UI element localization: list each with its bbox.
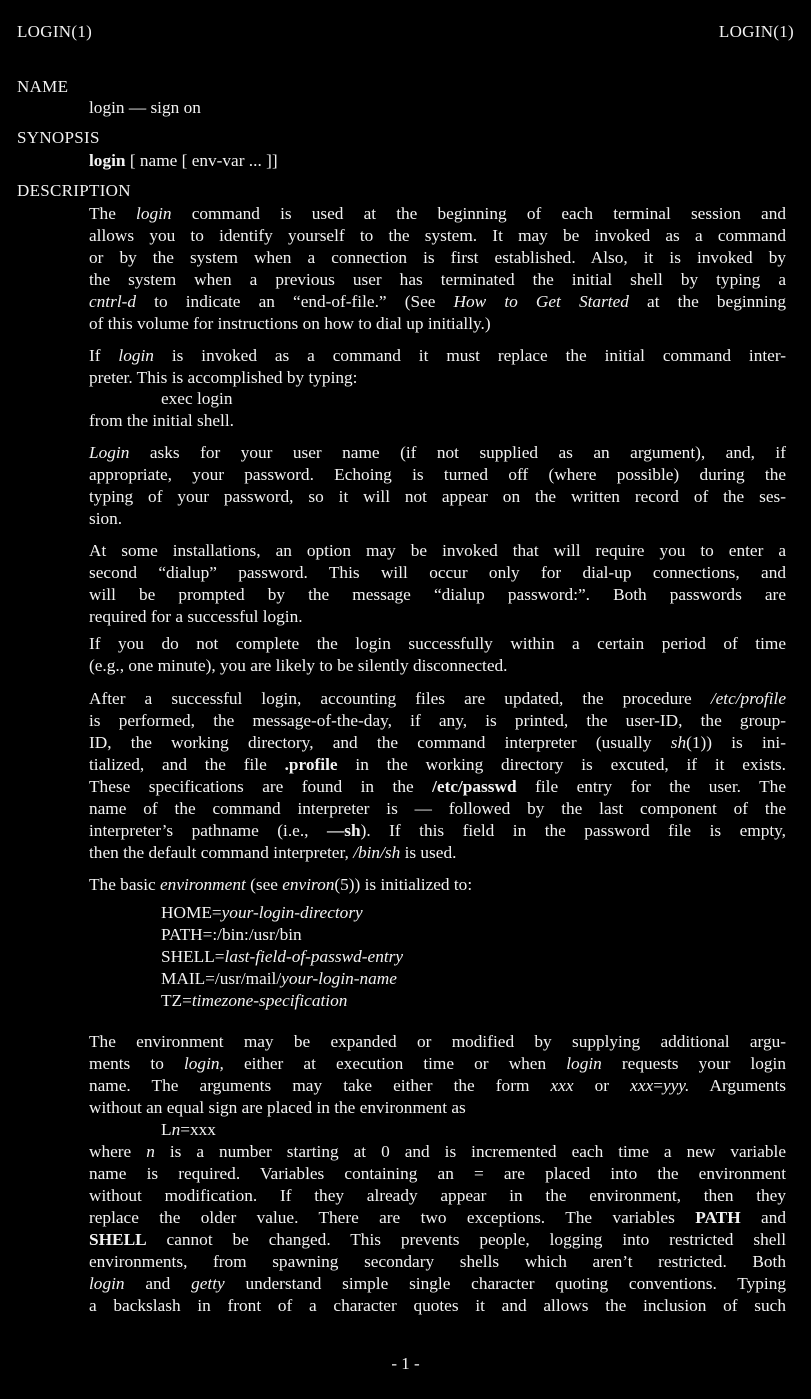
text-run: asks for your user name (if not supplied as an argument), and, if — [129, 443, 786, 462]
text-run: = — [653, 1076, 663, 1095]
italic-term: login — [566, 1054, 602, 1073]
text-line — [89, 269, 786, 291]
text-run: name. The arguments may take either the form — [89, 1076, 551, 1095]
text-run: at the beginning — [628, 292, 787, 311]
text-line — [89, 410, 786, 432]
text-line — [89, 842, 786, 864]
text-line — [89, 247, 786, 269]
text-run: appropriate, your password. Echoing is turned off (where possible) during the — [89, 465, 786, 484]
text-line — [89, 874, 786, 896]
text-line — [89, 1031, 786, 1053]
text-run: either at execution time or when — [223, 1054, 567, 1073]
italic-term: environ — [282, 875, 335, 894]
text-line — [89, 442, 786, 464]
text-run: name of the command interpreter is — followed by the last component of the — [89, 799, 786, 818]
text-line — [89, 464, 786, 486]
text-line — [89, 540, 786, 562]
text-run: name is required. Variables containing an = are placed into the environment — [89, 1164, 786, 1183]
text-line — [89, 1207, 786, 1229]
text-run: understand simple single character quoting conventions. Typing — [224, 1274, 786, 1293]
text-line — [89, 1097, 786, 1119]
text-line — [89, 606, 786, 628]
text-line — [89, 1053, 786, 1075]
text-run: (see — [245, 875, 283, 894]
text-line — [89, 1251, 786, 1273]
text-line — [89, 776, 786, 798]
text-run: required for a successful login. — [89, 607, 303, 626]
italic-term: login — [136, 204, 172, 223]
italic-term: xxx — [630, 1076, 654, 1095]
text-run: will be prompted by the message “dialup password:”. Both passwords are — [89, 585, 786, 604]
italic-term: /bin/sh — [353, 843, 401, 862]
section-heading-synopsis: SYNOPSIS — [17, 128, 100, 147]
italic-term: timezone-specification — [191, 991, 348, 1010]
text-line — [89, 1229, 786, 1251]
text-run: without an equal sign are placed in the environment as — [89, 1098, 466, 1117]
text-run: typing of your password, so it will not appear on the written record of the ses- — [89, 487, 786, 506]
italic-term: n — [146, 1142, 155, 1161]
text-line — [89, 1141, 786, 1163]
page-number: - 1 - — [391, 1354, 420, 1373]
text-run: Arguments — [689, 1076, 786, 1095]
text-line — [161, 902, 363, 924]
text-run: L — [161, 1120, 172, 1139]
text-run: (5)) is initialized to: — [334, 875, 473, 894]
synopsis-args: [ name [ env-var ... ]] — [125, 151, 278, 170]
text-run: or — [573, 1076, 631, 1095]
text-run: a backslash in front of a character quotes it and allows the inclusion of such — [89, 1296, 786, 1315]
text-run: interpreter’s pathname (i.e., — [89, 821, 327, 840]
text-run: =xxx — [180, 1120, 216, 1139]
page-header-left: LOGIN(1) — [17, 22, 93, 41]
section-heading-description: DESCRIPTION — [17, 181, 131, 200]
italic-term: environment — [160, 875, 246, 894]
italic-term: yyy. — [662, 1076, 690, 1095]
bold-term: /etc/passwd — [432, 777, 517, 796]
text-run: the system when a previous user has terminated the initial shell by typing a — [89, 270, 786, 289]
text-run: and — [124, 1274, 192, 1293]
text-run: SHELL= — [161, 947, 225, 966]
text-line — [89, 225, 786, 247]
text-line — [161, 968, 397, 990]
text-line — [89, 710, 786, 732]
bold-term: PATH — [695, 1208, 741, 1227]
text-run: sion. — [89, 509, 123, 528]
name-line: login — sign on — [89, 98, 201, 117]
italic-term: login — [89, 1274, 125, 1293]
text-line — [161, 946, 403, 968]
text-line — [161, 990, 347, 1012]
section-heading-name: NAME — [17, 77, 69, 96]
text-run: cannot be changed. This prevents people, logging into restricted shell — [146, 1230, 786, 1249]
synopsis-command: login — [89, 151, 126, 170]
text-line — [89, 1075, 786, 1097]
text-run: TZ= — [161, 991, 192, 1010]
text-run: of this volume for instructions on how to dial up initially.) — [89, 314, 491, 333]
italic-term: getty — [191, 1274, 225, 1293]
text-line — [89, 291, 786, 313]
text-run: is a number starting at 0 and is incremented each time a new variable — [154, 1142, 786, 1161]
text-run: The basic — [89, 875, 161, 894]
text-run: requests your login — [601, 1054, 786, 1073]
text-run: allows you to identify yourself to the system. It may be invoked as a command — [89, 226, 786, 245]
text-run: At some installations, an option may be invoked that will require you to enter a — [89, 541, 786, 560]
italic-term: last-field-of-passwd-entry — [224, 947, 404, 966]
text-line — [89, 1295, 786, 1317]
text-run: If you do not complete the login successfully within a certain period of time — [89, 634, 786, 653]
text-run: These specifications are found in the — [89, 777, 433, 796]
italic-term: sh — [670, 733, 687, 752]
text-line — [89, 367, 786, 389]
text-run: ments to — [89, 1054, 184, 1073]
text-run: and — [740, 1208, 786, 1227]
italic-term: Login — [89, 443, 130, 462]
text-run: in the working directory is excuted, if it exists. — [337, 755, 786, 774]
text-line — [89, 584, 786, 606]
page-header-right: LOGIN(1) — [718, 22, 794, 41]
italic-term: your-login-directory — [221, 903, 363, 922]
italic-term: your-login-name — [281, 969, 397, 988]
text-line — [89, 203, 786, 225]
text-run: environments, from spawning secondary shells which aren’t restricted. Both — [89, 1252, 786, 1271]
text-run: then the default command interpreter, — [89, 843, 354, 862]
text-run: PATH=:/bin:/usr/bin — [161, 925, 302, 944]
text-line — [89, 754, 786, 776]
text-line — [89, 798, 786, 820]
text-run: is invoked as a command it must replace the initial command inter- — [153, 346, 786, 365]
text-line — [161, 388, 233, 410]
text-run: replace the older value. There are two exceptions. The variables — [89, 1208, 696, 1227]
italic-term: cntrl-d — [89, 292, 137, 311]
italic-term: /etc/profile — [710, 689, 786, 708]
italic-term: How to Get Started — [453, 292, 629, 311]
text-run: exec login — [161, 389, 233, 408]
text-line — [89, 1185, 786, 1207]
text-run: or by the system when a connection is first established. Also, it is invoked by — [89, 248, 786, 267]
text-line — [89, 1163, 786, 1185]
italic-term: login — [118, 346, 154, 365]
text-line — [161, 1119, 216, 1141]
text-run: is performed, the message-of-the-day, if any, is printed, the user-ID, the group- — [89, 711, 786, 730]
text-run: ). If this field in the password file is empty, — [360, 821, 786, 840]
text-run: from the initial shell. — [89, 411, 234, 430]
text-line — [161, 924, 302, 946]
text-line — [89, 820, 786, 842]
text-run: MAIL=/usr/mail/ — [161, 969, 282, 988]
text-run: ID, the working directory, and the command interpreter (usually — [89, 733, 671, 752]
text-run: (1)) is ini- — [686, 733, 786, 752]
bold-term: —sh — [326, 821, 361, 840]
text-line — [89, 732, 786, 754]
text-line — [89, 508, 786, 530]
text-line — [89, 655, 786, 677]
italic-term: xxx — [550, 1076, 574, 1095]
italic-term: login, — [183, 1054, 224, 1073]
text-run: If — [89, 346, 119, 365]
text-line — [89, 345, 786, 367]
text-run: The environment may be expanded or modified by supplying additional argu- — [89, 1032, 786, 1051]
text-run: tialized, and the file — [89, 755, 285, 774]
text-line — [89, 562, 786, 584]
bold-term: .profile — [284, 755, 338, 774]
text-line — [89, 688, 786, 710]
text-run: to indicate an “end-of-file.” (See — [136, 292, 454, 311]
text-run: After a successful login, accounting files are updated, the procedure — [89, 689, 711, 708]
text-run: without modification. If they already appear in the environment, then they — [89, 1186, 786, 1205]
synopsis-line — [89, 150, 278, 172]
text-line — [89, 313, 786, 335]
text-line — [89, 486, 786, 508]
text-run: (e.g., one minute), you are likely to be silently disconnected. — [89, 656, 508, 675]
text-run: preter. This is accomplished by typing: — [89, 368, 358, 387]
text-run: command is used at the beginning of each terminal session and — [171, 204, 786, 223]
text-line — [89, 1273, 786, 1295]
text-run: The — [89, 204, 137, 223]
text-run: where — [89, 1142, 147, 1161]
text-run: HOME= — [161, 903, 222, 922]
italic-term: n — [171, 1120, 181, 1139]
bold-term: SHELL — [89, 1230, 147, 1249]
text-run: is used. — [400, 843, 457, 862]
text-run: file entry for the user. The — [516, 777, 786, 796]
text-run: second “dialup” password. This will occur only for dial-up connections, and — [89, 563, 786, 582]
text-line — [89, 633, 786, 655]
